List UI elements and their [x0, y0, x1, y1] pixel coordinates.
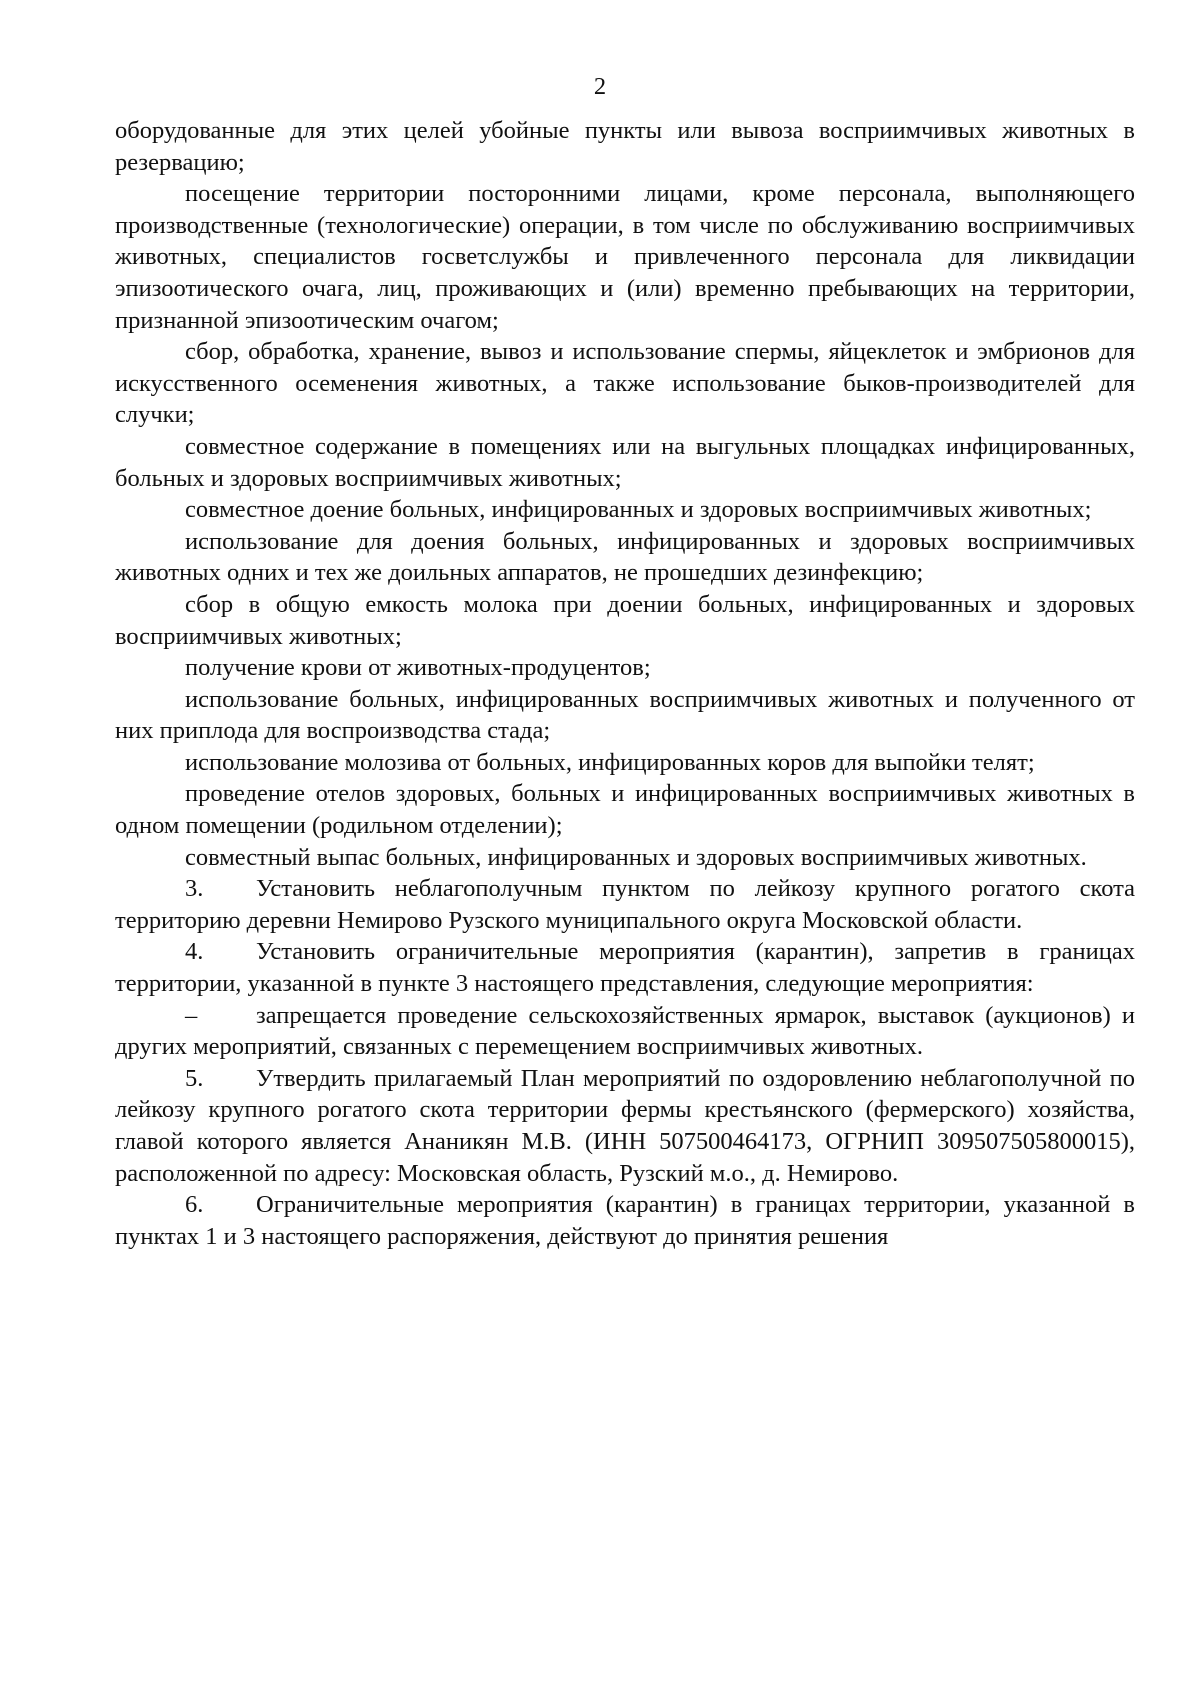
- item-label: 5.: [185, 1064, 204, 1092]
- paragraph: посещение территории посторонними лицами, кроме персонала, выполняющего производственные (технологические) операции, в том числе по обслуживанию восприимчивых животных, специалистов госветслужбы и привлеченного персонала для ликвидации эпизоотического очага, лиц, проживающих и (или) временно пребывающих на территории, признанной эпизоотическим очагом;: [115, 180, 1135, 334]
- paragraph-continuation: оборудованные для этих целей убойные пункты или вывоза восприимчивых животных в резервацию;: [115, 117, 1135, 176]
- paragraph: совместное доение больных, инфицированных и здоровых восприимчивых животных;: [185, 496, 1092, 524]
- paragraph: проведение отелов здоровых, больных и инфицированных восприимчивых животных в одном помещении (родильном отделении);: [115, 780, 1135, 840]
- dash-item: [115, 1000, 1135, 1063]
- item-text: запрещается проведение сельскохозяйственных ярмарок, выставок (аукционов) и других мероприятий, связанных с перемещением восприимчивых животных.: [115, 1001, 1135, 1061]
- item-label: 3.: [185, 875, 204, 903]
- item-text: Установить неблагополучным пунктом по лейкозу крупного рогатого скота территорию деревни Немирово Рузского муниципального округа Московской области.: [115, 875, 1135, 934]
- item-text: Ограничительные мероприятия (карантин) в границах территории, указанной в пунктах 1 и 3 настоящего распоряжения, действуют до принятия решения: [115, 1191, 1135, 1250]
- paragraph: использование для доения больных, инфицированных и здоровых восприимчивых животных одних и тех же доильных аппаратов, не прошедших дезинфекцию;: [115, 527, 1135, 587]
- item-label: 4.: [185, 938, 204, 966]
- numbered-item-5: [115, 1063, 1135, 1189]
- paragraph: совместный выпас больных, инфицированных и здоровых восприимчивых животных.: [185, 843, 1087, 871]
- numbered-item-6: [115, 1189, 1135, 1252]
- item-text: Утвердить прилагаемый План мероприятий по оздоровлению неблагополучной по лейкозу крупного рогатого скота территории фермы крестьянского (фермерского) хозяйства, главой которого является Ананикян М.В. (ИНН 507500464173, ОГРНИП 309507505800015), расположенной по адресу: Московская область, Рузский м.о., д. Немирово.: [115, 1064, 1135, 1187]
- page-number: 2: [593, 73, 607, 100]
- paragraph: использование молозива от больных, инфицированных коров для выпойки телят;: [185, 748, 1035, 776]
- numbered-item-3: [115, 873, 1135, 936]
- item-label: 6.: [185, 1191, 204, 1219]
- item-label: –: [185, 1001, 198, 1029]
- paragraph: получение крови от животных-продуцентов;: [185, 654, 651, 682]
- paragraph: сбор, обработка, хранение, вывоз и использование спермы, яйцеклеток и эмбрионов для искусственного осеменения животных, а также использование быков-производителей для случки;: [115, 338, 1135, 429]
- paragraph: использование больных, инфицированных восприимчивых животных и полученного от них приплода для воспроизводства стада;: [115, 685, 1135, 745]
- paragraph: совместное содержание в помещениях или на выгульных площадках инфицированных, больных и здоровых восприимчивых животных;: [115, 432, 1135, 492]
- item-text: Установить ограничительные мероприятия (карантин), запретив в границах территории, указанной в пункте 3 настоящего представления, следующие мероприятия:: [115, 938, 1135, 998]
- paragraph: сбор в общую емкость молока при доении больных, инфицированных и здоровых восприимчивых животных;: [115, 590, 1135, 650]
- document-body: [115, 115, 1135, 1252]
- numbered-item-4: [115, 936, 1135, 999]
